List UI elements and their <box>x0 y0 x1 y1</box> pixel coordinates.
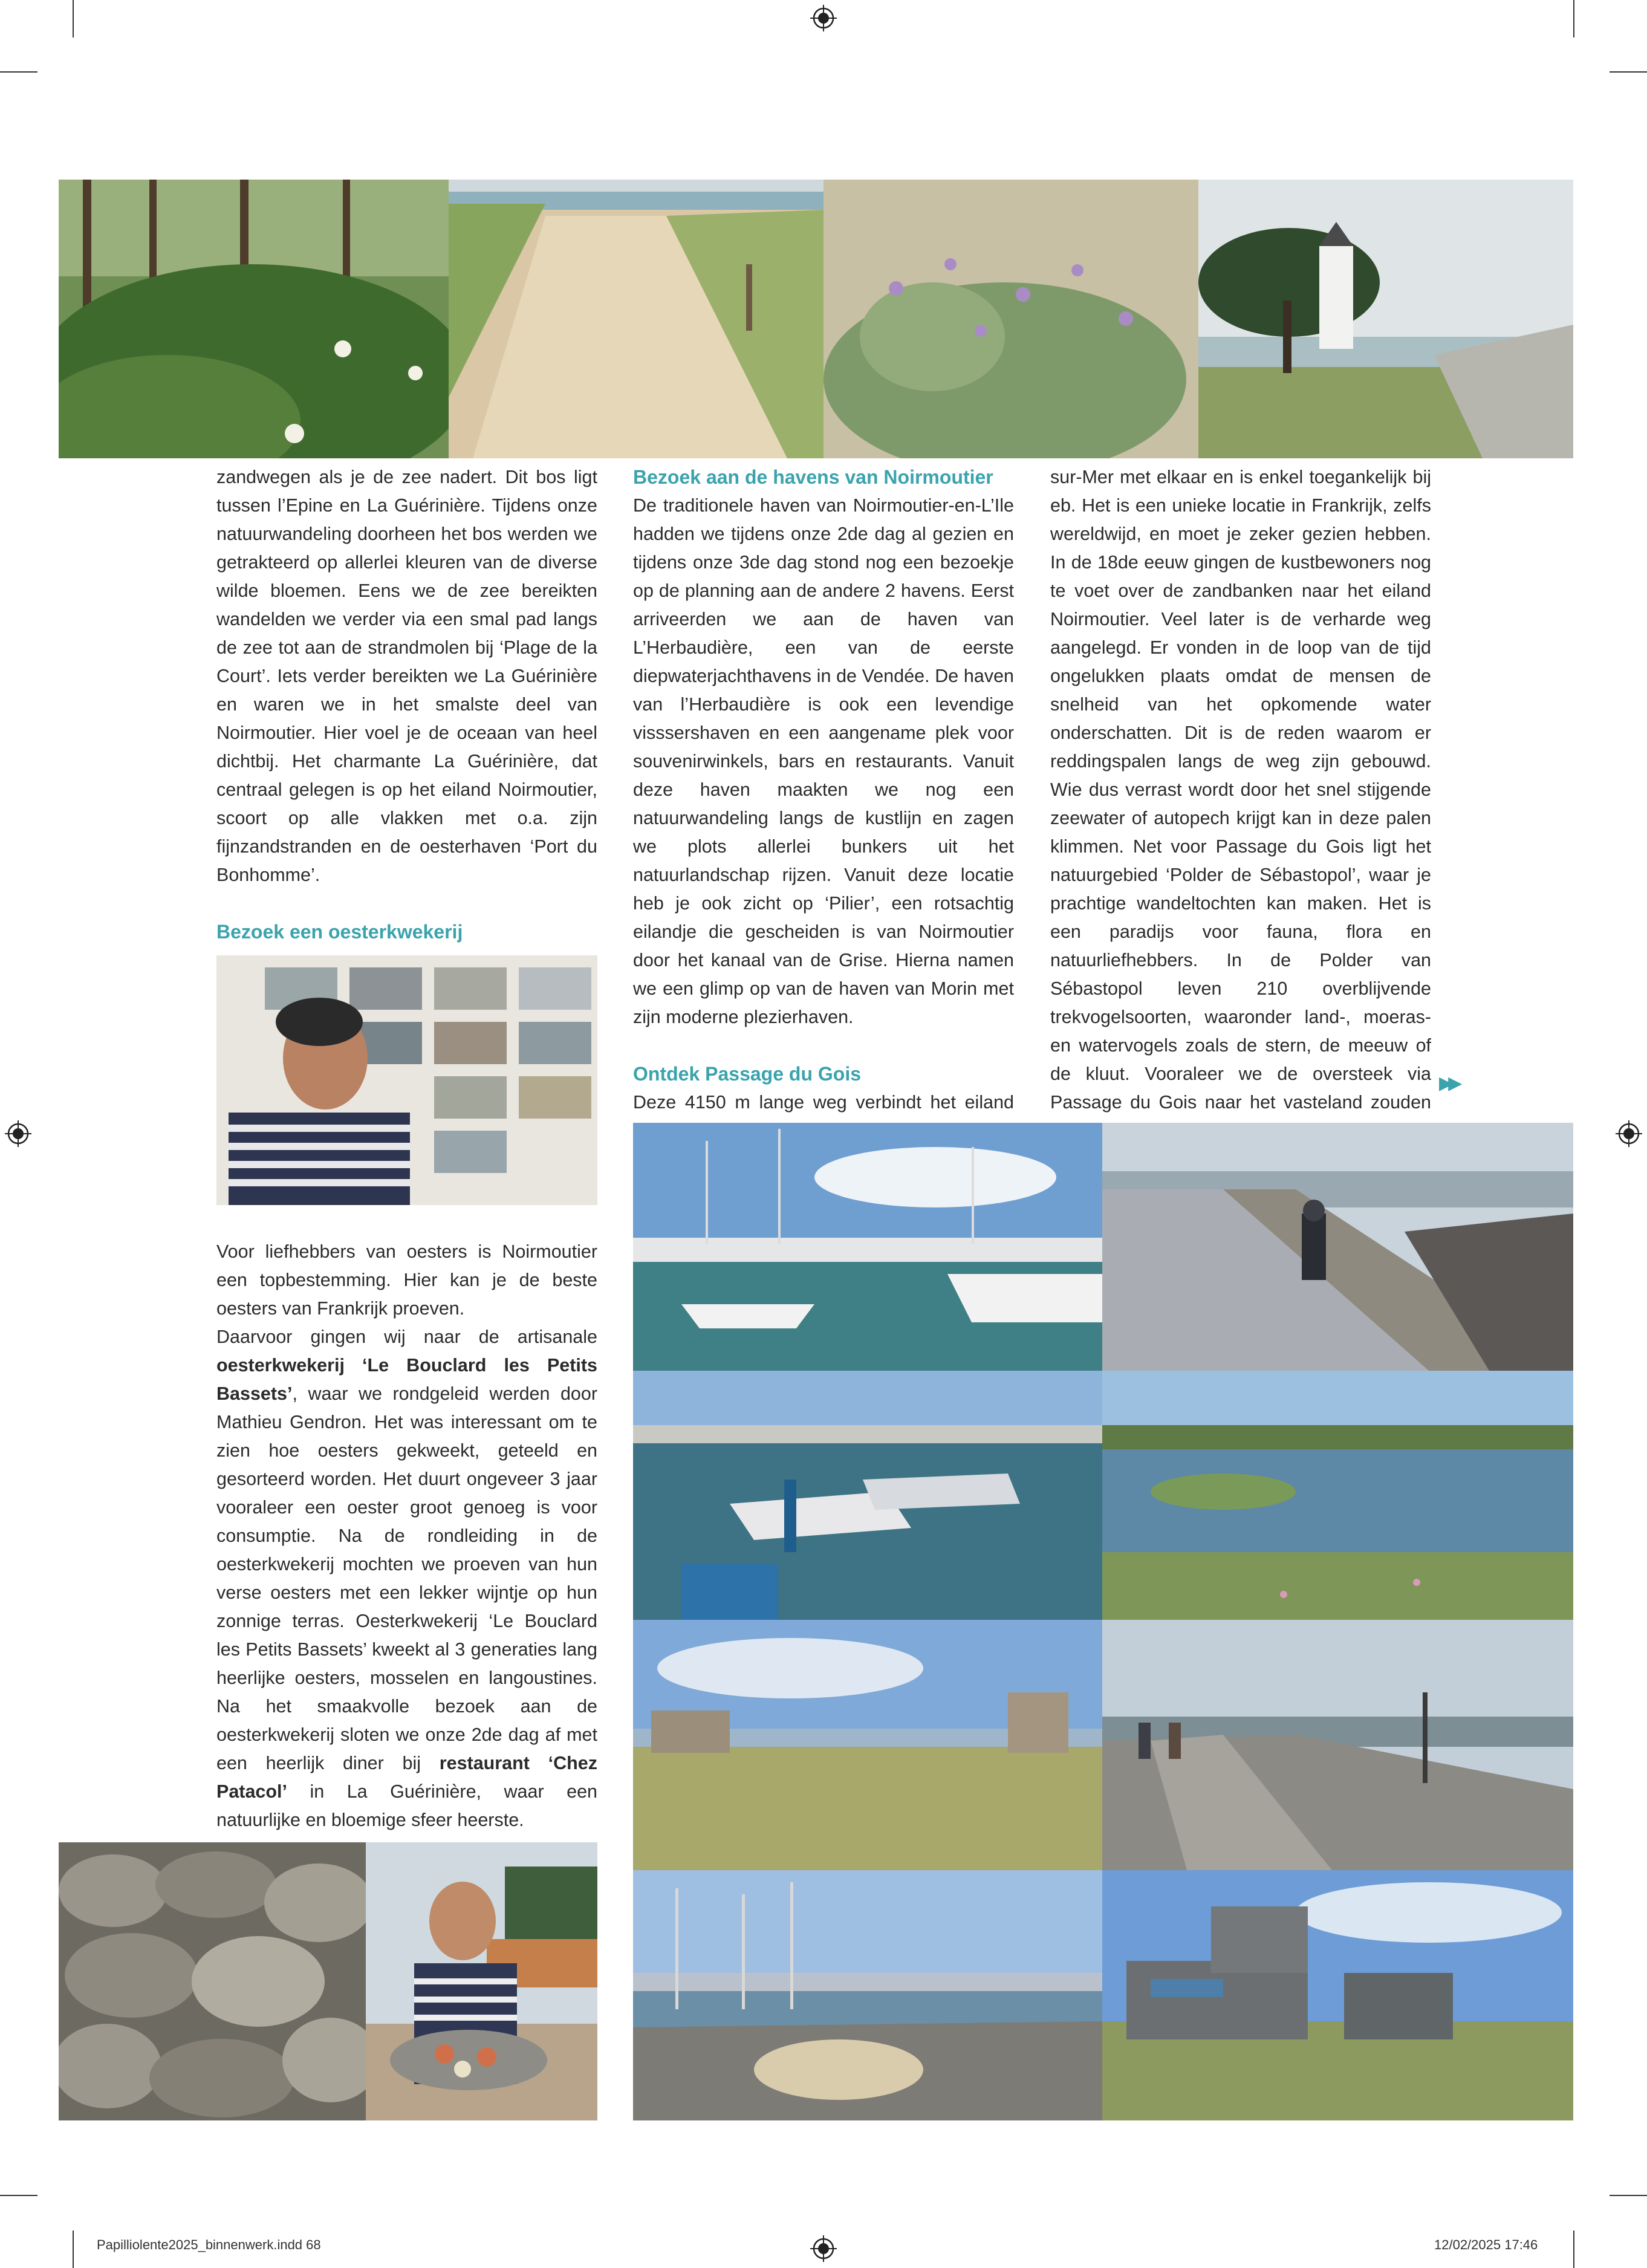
continue-arrow-icon: ▶▶ <box>1439 1073 1458 1093</box>
paragraph-harbours: De traditionele haven van Noirmoutier-en-L’Ile hadden we tijdens onze 2de dag al gezien en tijdens onze 3de dag stond nog een bezoekje op de planning aan de andere 2 havens. Eerst arriveerden we aan de haven van L’Herbaudière, een van de eerste diepwaterjachthavens in de Vendée. De haven van l’Herbaudière is ook een levendige visssershaven en een aangename plek voor souvenirwinkels, bars en restaurants. Vanuit deze haven maakten we nog een natuurwandeling langs de kustlijn en zagen we plots allerlei bunkers uit het natuurlandschap rijzen. Vanuit deze locatie heb je ook zicht op ‘Pilier’, een rotsachtig eilandje die gescheiden is van Noirmoutier door het kanaal van de Grise. Hierna namen we een glimp op van de haven van Morin met zijn moderne plezierhaven. <box>633 495 1014 1027</box>
photo-wild-purple-flowers <box>824 180 1198 458</box>
photo-marina-from-rocks <box>633 1870 1102 2120</box>
footer-file-name: Papilliolente2025_binnenwerk.indd 68 <box>97 2237 321 2252</box>
photo-fishing-harbour <box>633 1371 1102 1620</box>
crop-mark <box>1573 0 1574 37</box>
column-1 <box>216 463 597 946</box>
section-heading-harbours: Bezoek aan de havens van Noirmoutier <box>633 466 993 488</box>
column-1-intro: zandwegen als je de zee nadert. Dit bos ligt tussen l’Epine en La Guérinière. Tijdens onze natuurwandeling doorheen het bos werden we getrakteerd op allerlei kleuren van de diverse wilde bloemen. Eens we de zee bereikten wandelden we verder via een smal pad langs de zee tot aan de strandmolen bij ‘Plage de la Court’. Iets verder bereikten we La Guérinière en waren we in het smalste deel van Noirmoutier. Hier voel je de oceaan van heel dichtbij. Het charmante La Guérinière, dat centraal gelegen is op het eiland Noirmoutier, scoort op alle vlakken met o.a. zijn fijnzandstranden en de oesterhaven ‘Port du Bonhomme’. <box>216 467 597 885</box>
column-3 <box>1050 463 1431 1174</box>
photo-gois-rescue-pole <box>1102 1620 1573 1870</box>
crop-mark <box>0 2195 37 2196</box>
paragraph-oyster-visit: Daarvoor gingen wij naar de artisanale oesterkwekerij ‘Le Bouclard les Petits Bassets’, waar we rondgeleid werden door Mathieu Gendron. Het was interessant om te zien hoe oesters gekweekt, geteeld en gesorteerd worden. Het duurt ongeveer 3 jaar vooraleer een oester groot genoeg is voor consumptie. Na de rondleiding in de oesterkwekerij mochten we proeven van hun verse oesters met een lekker wijntje op hun zonnige terras. Oesterkwekerij ‘Le Bouclard les Petits Bassets’ kweekt al 3 generaties lang heerlijke oesters, mosselen en langoustines. Na het smaakvolle bezoek aan de oesterkwekerij sloten we onze 2de dag af met een heerlijk diner bij restaurant ‘Chez Patacol’ in La Guérinière, waar een natuurlijke en bloemige sfeer heerste. <box>216 1327 597 1830</box>
crop-mark <box>73 0 74 37</box>
photo-oysters-closeup <box>59 1842 366 2120</box>
column-1-continued <box>216 1238 597 1834</box>
paragraph-passage-du-gois-continued: sur-Mer met elkaar en is enkel toegankelijk bij eb. Het is een unieke locatie in Frankrijk, zelfs wereldwijd, en moet je zeker gezien hebben. In de 18de eeuw gingen de kustbewoners nog te voet over de zandbanken naar het eiland Noirmoutier. Veel later is de verharde weg aangelegd. Er vonden in de loop van de tijd ongelukken plaats omdat de mensen de snelheid van het opkomende water onderschatten. Dit is de reden waarom er reddingspalen langs de weg zijn gebouwd. Wie dus verrast wordt door het snel stijgende zeewater of autopech krijgt kan in deze palen klimmen. Net voor Passage du Gois ligt het natuurgebied ‘Polder de Sébastopol’, waar je prachtige wandeltochten kan maken. Het is een paradijs voor fauna, flora en natuurliefhebbers. In de Polder van Sébastopol leven 210 overblijvende trekvogelsoorten, waaronder land-, moeras- en watervogels zoals de stern, de meeuw of de kluut. Vooraleer we de oversteek via Passage du Gois naar het vasteland zouden <box>1050 467 1431 1113</box>
paragraph-passage-du-gois-start: Deze 4150 m lange weg verbindt het eiland <box>633 1092 1014 1113</box>
photo-graffiti-bunker <box>1102 1870 1573 2120</box>
bold-restaurant-name: restaurant ‘Chez Patacol’ <box>216 1753 597 1802</box>
crop-mark <box>1610 71 1647 73</box>
photo-dune-path <box>449 180 824 458</box>
registration-mark-icon <box>810 5 837 31</box>
section-heading-oyster-farm: Bezoek een oesterkwekerij <box>216 921 463 943</box>
photo-cyclists-on-gois-causeway <box>1102 1123 1573 1371</box>
registration-mark-icon <box>810 2235 837 2262</box>
registration-mark-icon <box>5 1120 31 1147</box>
column-2 <box>633 463 1014 1145</box>
section-heading-passage-du-gois: Ontdek Passage du Gois <box>633 1063 861 1085</box>
photo-forest-flowers <box>59 180 449 458</box>
crop-mark <box>0 71 37 73</box>
photo-polder-de-sebastopol <box>1102 1371 1573 1620</box>
photo-windmill-coast <box>1198 180 1573 458</box>
photo-coastal-bunkers <box>633 1620 1102 1870</box>
photo-farmer-with-oyster-platter <box>366 1842 597 2120</box>
footer-date-time: 12/02/2025 17:46 <box>1434 2237 1538 2252</box>
bold-oyster-farm-name: oesterkwekerij ‘Le Bouclard les Petits Bassets’ <box>216 1355 597 1404</box>
paragraph-oyster-destination: Voor liefhebbers van oesters is Noirmoutier een topbestemming. Hier kan je de beste oesters van Frankrijk proeven. <box>216 1241 597 1319</box>
crop-mark <box>73 2231 74 2268</box>
crop-mark <box>1610 2195 1647 2196</box>
registration-mark-icon <box>1616 1120 1642 1147</box>
crop-mark <box>1573 2231 1574 2268</box>
photo-marina-boats <box>633 1123 1102 1371</box>
photo-oyster-farmer-presenting <box>216 955 597 1205</box>
